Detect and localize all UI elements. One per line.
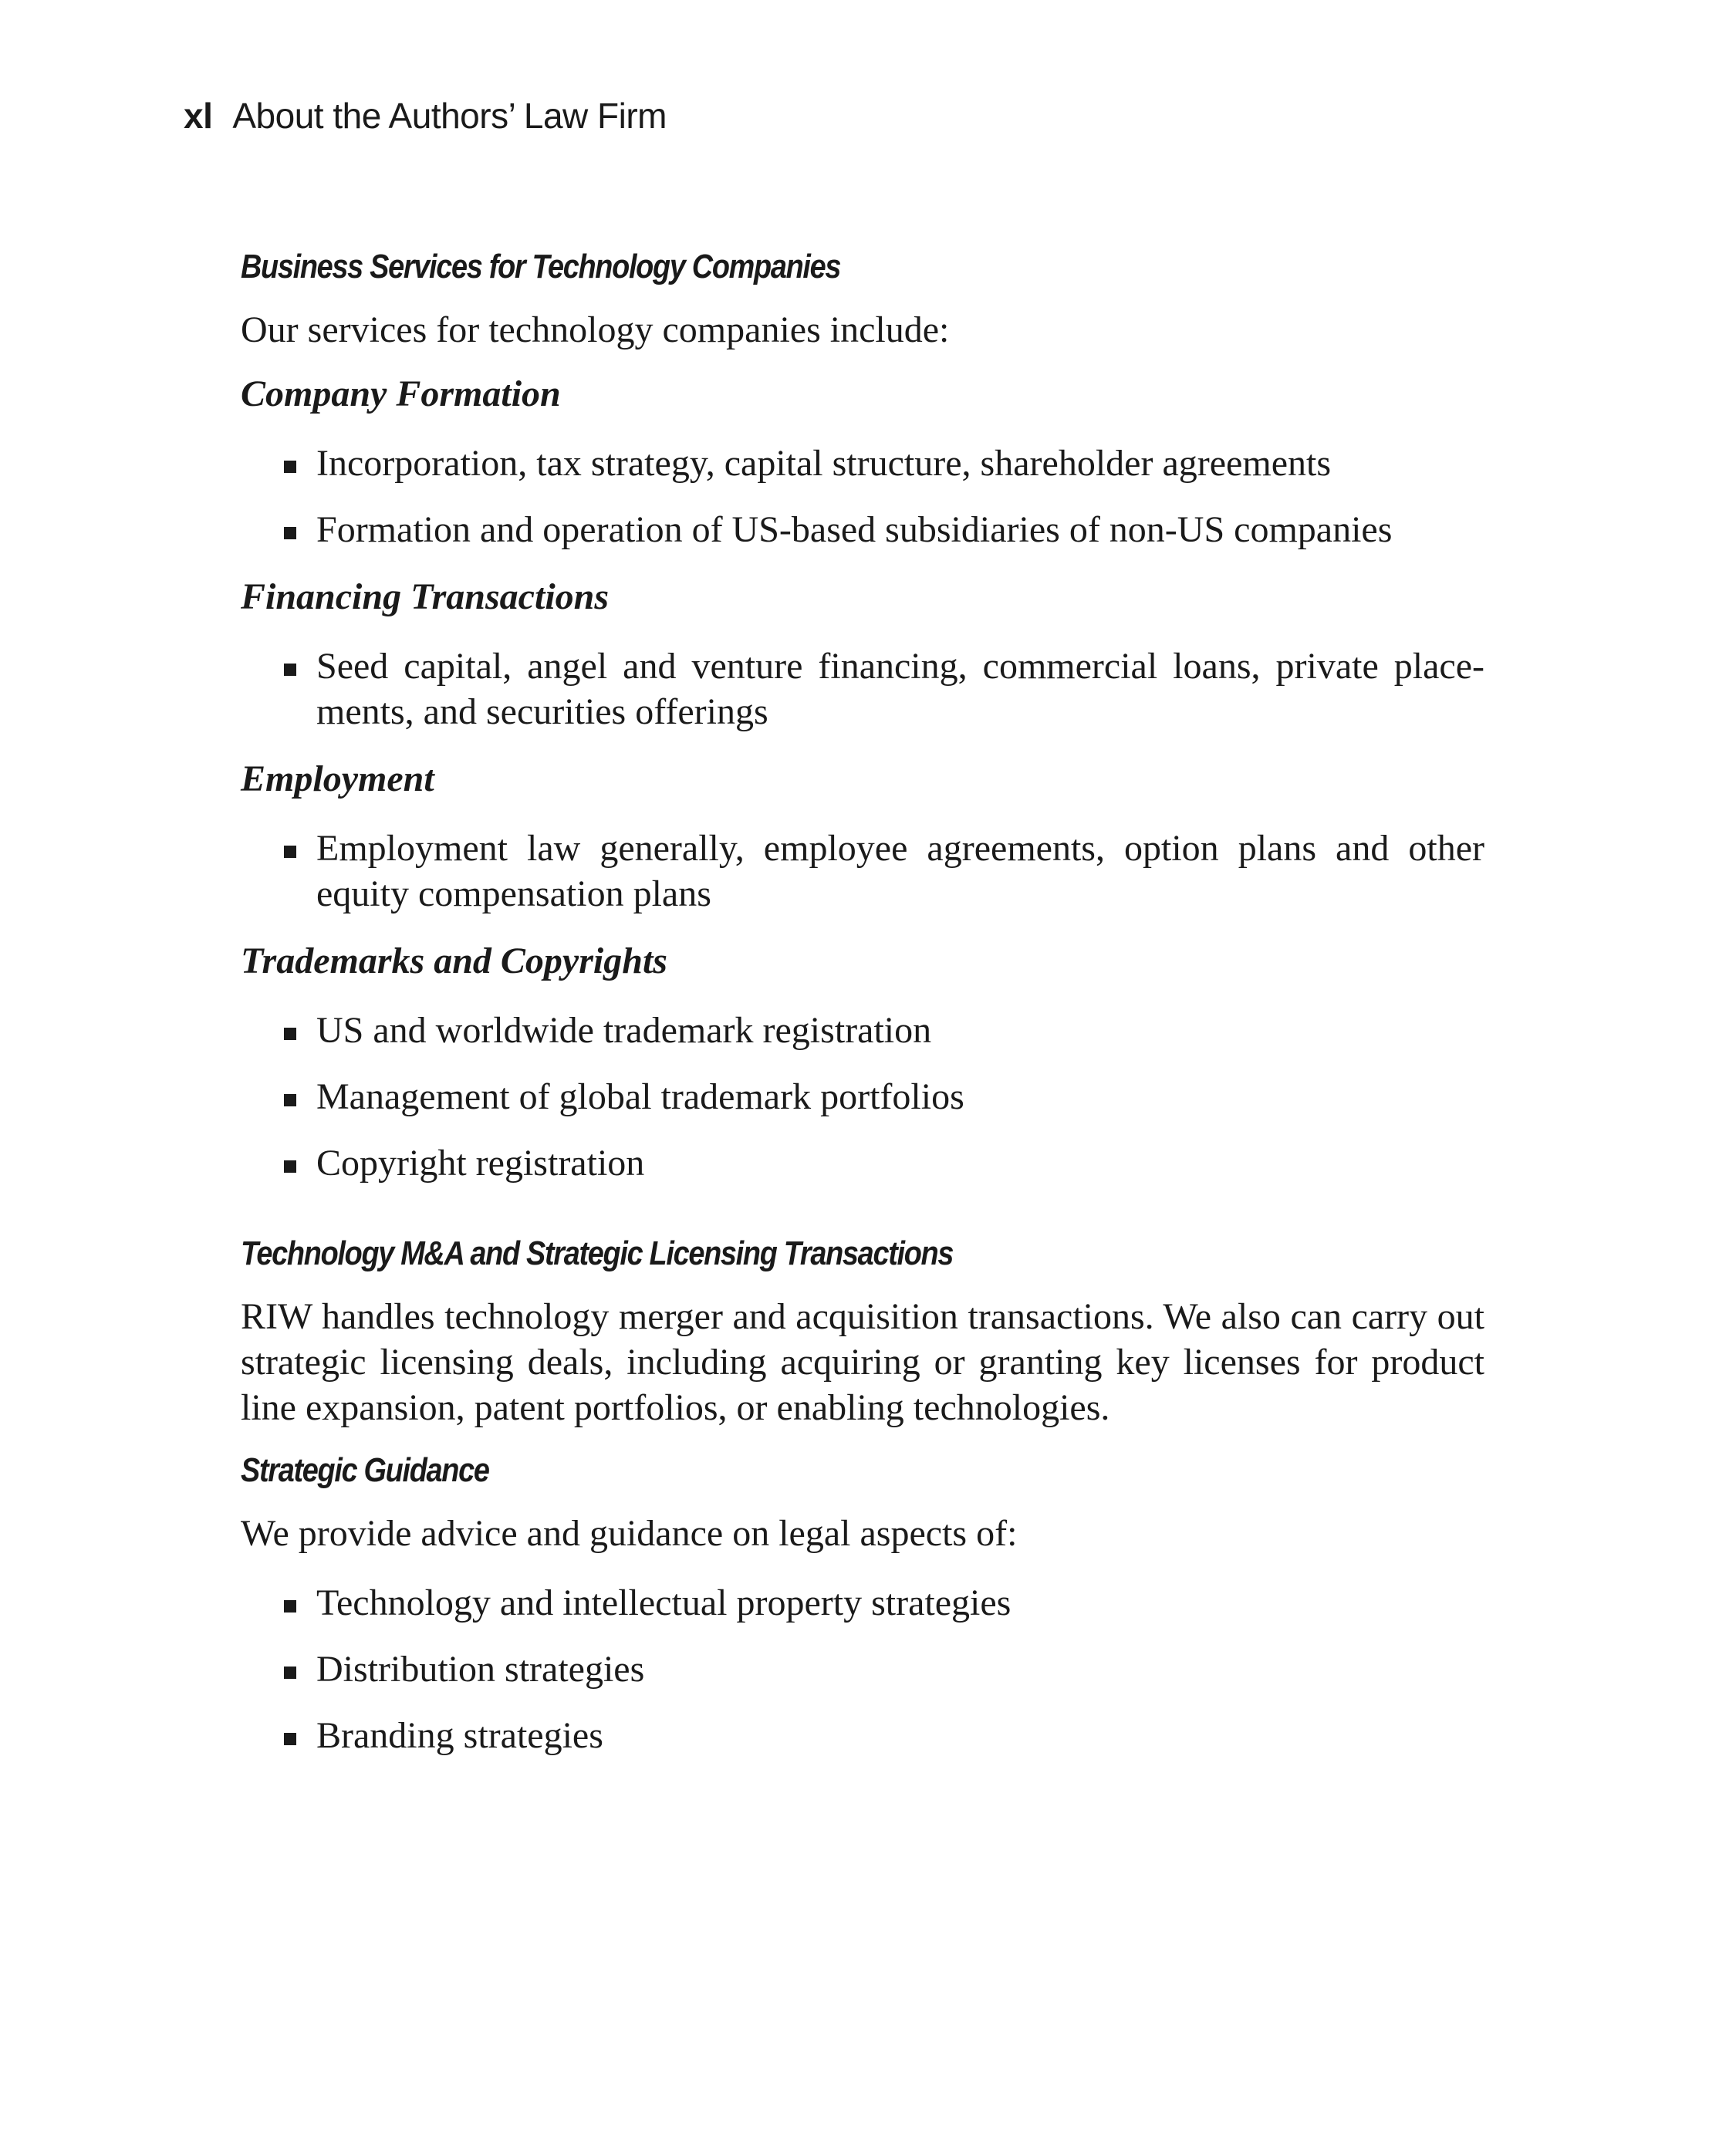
bullet-square-icon <box>284 1667 296 1679</box>
bullet-square-icon <box>284 1160 296 1173</box>
list-item: Distribution strategies <box>316 1646 1484 1692</box>
company-formation-list <box>241 441 1484 552</box>
strategic-guidance-intro: We provide advice and guidance on legal aspects of: <box>241 1513 1018 1554</box>
technology-ma-paragraph: RIW handles technology merger and acquisition transactions. We also can carry out strategic licensing deals, including acquiring or granting key licenses for product line expansion, patent portfolios, or enabling technologies. <box>241 1296 1484 1428</box>
running-head-title: About the Authors’ Law Firm <box>232 96 667 136</box>
bullet-square-icon <box>284 664 296 676</box>
bullet-square-icon <box>284 1094 296 1106</box>
bullet-square-icon <box>284 1600 296 1613</box>
list-item: Seed capital, angel and venture financing, commercial loans, private place-ments, and securities offerings <box>316 643 1484 734</box>
list-item: Copyright registration <box>316 1140 1484 1186</box>
section-intro: Our services for technology companies include: <box>241 309 950 350</box>
page-number: xl <box>184 96 213 136</box>
bullet-square-icon <box>284 527 296 539</box>
list-item: US and worldwide trademark registration <box>316 1008 1484 1053</box>
bullet-square-icon <box>284 1028 296 1040</box>
employment-list <box>241 826 1484 917</box>
bullet-square-icon <box>284 1733 296 1745</box>
subheading-financing-transactions: Financing Transactions <box>241 576 610 617</box>
financing-transactions-list <box>241 643 1484 734</box>
list-item: Formation and operation of US-based subsidiaries of non-US companies <box>316 507 1484 552</box>
list-item: Technology and intellectual property strategies <box>316 1580 1484 1626</box>
list-item: Management of global trademark portfolios <box>316 1074 1484 1119</box>
running-head <box>184 93 667 139</box>
bullet-square-icon <box>284 846 296 858</box>
strategic-guidance-list <box>241 1580 1484 1758</box>
trademarks-copyrights-list <box>241 1008 1484 1186</box>
list-item: Employment law generally, employee agreements, option plans and other equity compensation plans <box>316 826 1484 917</box>
list-item: Incorporation, tax strategy, capital structure, shareholder agreements <box>316 441 1484 486</box>
section-heading-business-services: Business Services for Technology Companies <box>241 248 841 285</box>
bullet-square-icon <box>284 461 296 473</box>
page-content <box>241 245 1484 1758</box>
list-item: Branding strategies <box>316 1713 1484 1758</box>
subheading-employment: Employment <box>241 758 434 799</box>
section-heading-strategic-guidance: Strategic Guidance <box>241 1451 489 1489</box>
subheading-trademarks-copyrights: Trademarks and Copyrights <box>241 940 667 981</box>
subheading-company-formation: Company Formation <box>241 373 561 414</box>
section-heading-technology-ma: Technology M&A and Strategic Licensing Transactions <box>241 1234 954 1272</box>
